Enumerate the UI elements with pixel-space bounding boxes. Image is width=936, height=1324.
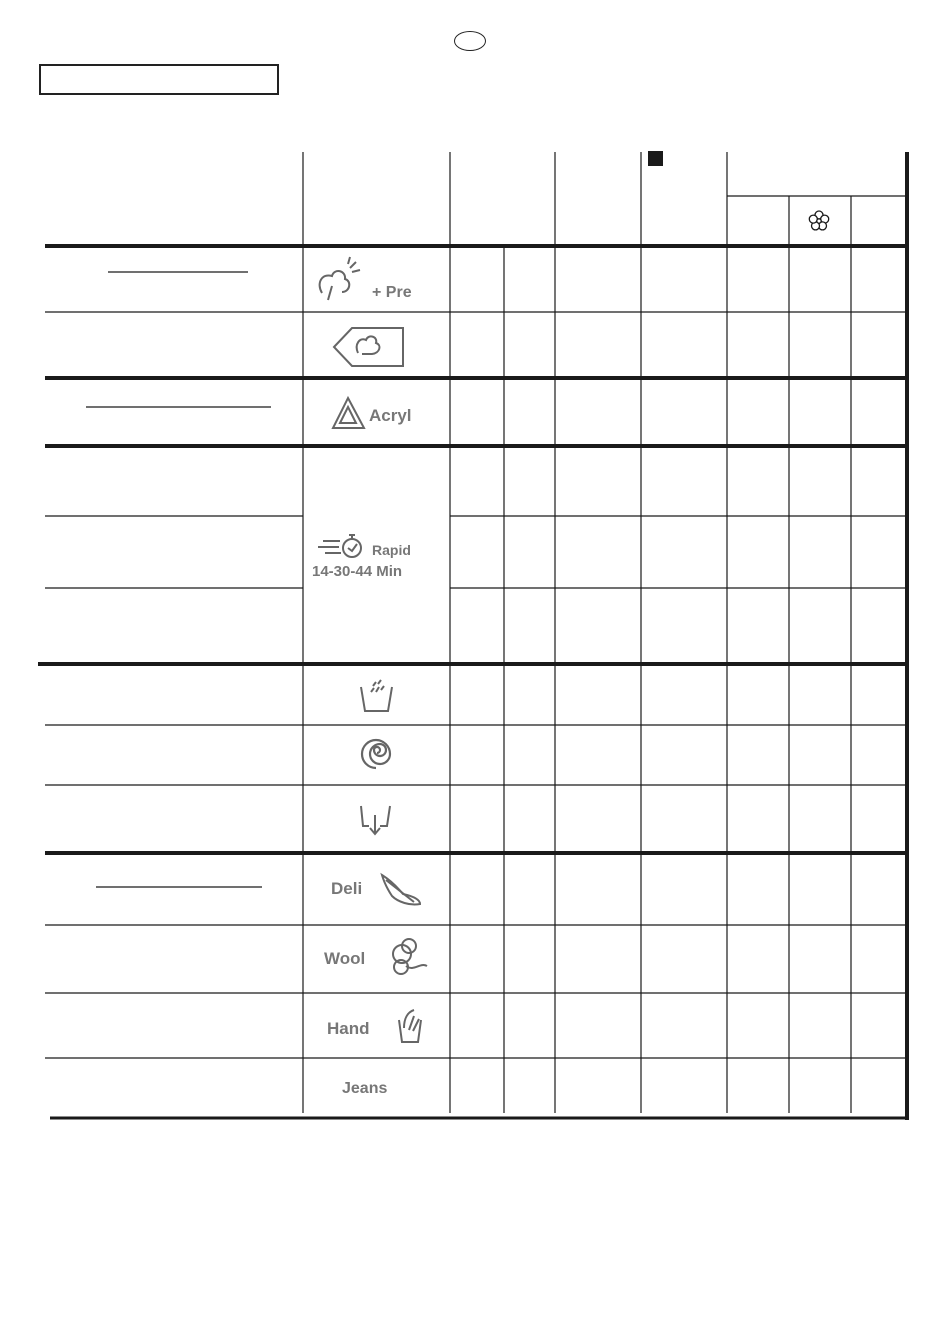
cotton-tag-icon xyxy=(334,328,403,366)
spin-spiral-icon xyxy=(362,740,390,768)
program-label: Acryl xyxy=(369,406,412,425)
program-label: + Pre xyxy=(372,284,412,301)
program-label: Rapid xyxy=(372,542,411,558)
feather-icon xyxy=(382,875,420,905)
program-label: Jeans xyxy=(342,1080,388,1097)
program-label: Deli xyxy=(331,879,363,898)
program-sublabel: 14-30-44 Min xyxy=(312,563,403,580)
yarn-ball-icon xyxy=(393,939,427,974)
flower-icon xyxy=(809,211,828,230)
cotton-flower-icon xyxy=(320,257,360,300)
hand-wash-icon xyxy=(399,1010,421,1042)
rinse-shower-icon xyxy=(361,680,392,711)
program-label: Hand xyxy=(327,1019,370,1038)
rapid-clock-icon xyxy=(318,535,361,557)
acryl-triangle-icon xyxy=(333,398,364,428)
program-label: Wool xyxy=(324,949,366,968)
drain-tub-icon xyxy=(361,806,390,834)
